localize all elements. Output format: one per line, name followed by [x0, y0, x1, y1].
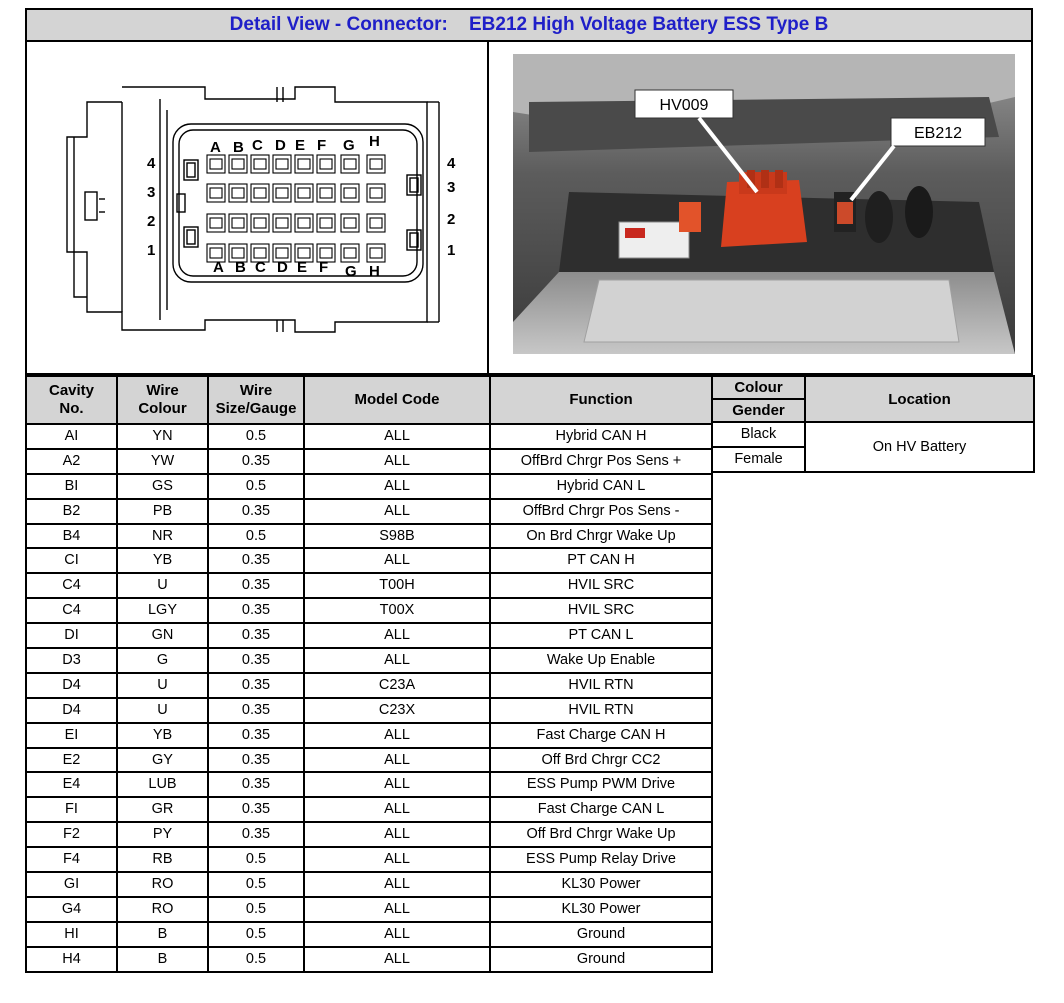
- function-cell: Off Brd Chrgr CC2: [490, 748, 712, 773]
- wire-size-cell: 0.35: [208, 499, 304, 524]
- table-row: [26, 772, 712, 797]
- wire-size-cell: 0.5: [208, 872, 304, 897]
- header-location: Location: [805, 376, 1034, 422]
- cavity-cell: D3: [26, 648, 117, 673]
- wire-size-cell: 0.35: [208, 822, 304, 847]
- wire-size-cell: 0.35: [208, 748, 304, 773]
- cavity-socket-inner: [298, 159, 310, 169]
- row-label-3: 3: [147, 184, 156, 201]
- col-label-bottom-d: D: [277, 259, 288, 276]
- function-cell: HVIL SRC: [490, 573, 712, 598]
- function-cell: Ground: [490, 922, 712, 947]
- table-row: [26, 748, 712, 773]
- wire-colour-cell: LUB: [117, 772, 208, 797]
- wire-size-cell: 0.5: [208, 947, 304, 972]
- cavity-socket-inner: [254, 218, 266, 228]
- cavity-socket-inner: [276, 188, 288, 198]
- cavity-socket-inner: [320, 159, 332, 169]
- cavity-cell: G4: [26, 897, 117, 922]
- row-label-1-right: 1: [447, 242, 456, 259]
- connector-photo-panel: [487, 42, 1033, 375]
- wire-colour-cell: RB: [117, 847, 208, 872]
- callout-hv009: HV009: [659, 97, 709, 114]
- cavity-socket-inner: [276, 248, 288, 258]
- model-code-cell: ALL: [304, 424, 490, 449]
- col-label-top-g: G: [343, 137, 355, 154]
- function-cell: KL30 Power: [490, 872, 712, 897]
- function-cell: Ground: [490, 947, 712, 972]
- cavity-socket-inner: [254, 159, 266, 169]
- function-cell: HVIL RTN: [490, 698, 712, 723]
- wire-colour-cell: NR: [117, 524, 208, 549]
- table-row: [26, 822, 712, 847]
- cavity-socket-inner: [344, 248, 356, 258]
- cavity-cell: AI: [26, 424, 117, 449]
- wire-size-cell: 0.35: [208, 673, 304, 698]
- cavity-cell: FI: [26, 797, 117, 822]
- wire-colour-cell: GN: [117, 623, 208, 648]
- function-cell: Off Brd Chrgr Wake Up: [490, 822, 712, 847]
- wire-size-cell: 0.35: [208, 772, 304, 797]
- wire-colour-cell: U: [117, 673, 208, 698]
- cavity-socket-inner: [254, 188, 266, 198]
- row-label-4: 4: [147, 155, 156, 172]
- model-code-cell: ALL: [304, 822, 490, 847]
- function-cell: ESS Pump Relay Drive: [490, 847, 712, 872]
- function-cell: KL30 Power: [490, 897, 712, 922]
- cavity-socket-inner: [370, 218, 382, 228]
- wire-colour-cell: U: [117, 698, 208, 723]
- model-code-cell: ALL: [304, 548, 490, 573]
- cavity-socket-inner: [344, 159, 356, 169]
- cavity-cell: H4: [26, 947, 117, 972]
- cavity-cell: DI: [26, 623, 117, 648]
- cavity-cell: B2: [26, 499, 117, 524]
- wire-size-cell: 0.35: [208, 698, 304, 723]
- cavity-cell: HI: [26, 922, 117, 947]
- wire-size-cell: 0.5: [208, 922, 304, 947]
- function-cell: HVIL SRC: [490, 598, 712, 623]
- title-connector: EB212 High Voltage Battery ESS Type B: [468, 14, 829, 35]
- table-row: [26, 698, 712, 723]
- model-code-cell: C23A: [304, 673, 490, 698]
- table-row: [26, 548, 712, 573]
- col-label-bottom-b: B: [235, 259, 246, 276]
- cavity-cell: BI: [26, 474, 117, 499]
- wire-colour-cell: PB: [117, 499, 208, 524]
- wire-size-cell: 0.35: [208, 548, 304, 573]
- model-code-cell: ALL: [304, 897, 490, 922]
- table-row: [26, 897, 712, 922]
- cavity-socket-inner: [320, 248, 332, 258]
- header-model-code: Model Code: [304, 376, 490, 424]
- model-code-cell: ALL: [304, 947, 490, 972]
- model-code-cell: S98B: [304, 524, 490, 549]
- cavity-cell: E2: [26, 748, 117, 773]
- pinout-table: [25, 375, 713, 973]
- table-row: [26, 573, 712, 598]
- callout-eb212: EB212: [913, 125, 963, 142]
- cavity-socket-inner: [276, 159, 288, 169]
- cavity-socket-inner: [298, 188, 310, 198]
- table-row: [26, 474, 712, 499]
- wire-colour-cell: G: [117, 648, 208, 673]
- function-cell: HVIL RTN: [490, 673, 712, 698]
- wire-size-cell: 0.35: [208, 648, 304, 673]
- model-code-cell: ALL: [304, 872, 490, 897]
- header-wire-colour: Wire Colour: [117, 376, 208, 424]
- col-label-bottom-e: E: [297, 259, 308, 276]
- wire-colour-cell: YW: [117, 449, 208, 474]
- row-label-2: 2: [147, 213, 156, 230]
- cavity-cell: A2: [26, 449, 117, 474]
- model-code-cell: ALL: [304, 772, 490, 797]
- col-label-top-d: D: [275, 137, 286, 154]
- model-code-cell: ALL: [304, 474, 490, 499]
- connector-gender: Female: [712, 447, 805, 472]
- col-label-top-b: B: [233, 139, 244, 156]
- cavity-cell: E4: [26, 772, 117, 797]
- model-code-cell: T00X: [304, 598, 490, 623]
- cavity-socket-inner: [210, 248, 222, 258]
- cavity-cell: F2: [26, 822, 117, 847]
- cavity-socket-inner: [370, 188, 382, 198]
- wire-colour-cell: B: [117, 922, 208, 947]
- function-cell: PT CAN H: [490, 548, 712, 573]
- cavity-socket-inner: [232, 188, 244, 198]
- cavity-cell: B4: [26, 524, 117, 549]
- wire-size-cell: 0.35: [208, 623, 304, 648]
- wire-colour-cell: GR: [117, 797, 208, 822]
- col-label-bottom-c: C: [255, 259, 266, 276]
- col-label-top-h: H: [369, 133, 380, 150]
- function-cell: ESS Pump PWM Drive: [490, 772, 712, 797]
- model-code-cell: ALL: [304, 623, 490, 648]
- function-cell: OffBrd Chrgr Pos Sens -: [490, 499, 712, 524]
- cavity-socket-inner: [298, 248, 310, 258]
- cavity-socket-inner: [370, 159, 382, 169]
- col-label-bottom-g: G: [345, 263, 357, 280]
- wire-size-cell: 0.5: [208, 474, 304, 499]
- table-row: [26, 723, 712, 748]
- cavity-socket-inner: [210, 159, 222, 169]
- function-cell: Hybrid CAN L: [490, 474, 712, 499]
- connector-location-photo: [489, 42, 1035, 375]
- wire-size-cell: 0.5: [208, 847, 304, 872]
- wire-colour-cell: LGY: [117, 598, 208, 623]
- function-cell: PT CAN L: [490, 623, 712, 648]
- table-row: [26, 524, 712, 549]
- page-title: [25, 8, 1033, 42]
- function-cell: Fast Charge CAN H: [490, 723, 712, 748]
- wire-size-cell: 0.35: [208, 449, 304, 474]
- wire-colour-cell: YB: [117, 723, 208, 748]
- table-row: [26, 872, 712, 897]
- wire-size-cell: 0.5: [208, 524, 304, 549]
- col-label-top-c: C: [252, 137, 263, 154]
- connector-diagram-panel: [25, 42, 489, 375]
- wire-size-cell: 0.5: [208, 897, 304, 922]
- model-code-cell: ALL: [304, 797, 490, 822]
- model-code-cell: ALL: [304, 922, 490, 947]
- cavity-cell: D4: [26, 698, 117, 723]
- function-cell: Fast Charge CAN L: [490, 797, 712, 822]
- connector-colour: Black: [712, 422, 805, 447]
- wire-colour-cell: PY: [117, 822, 208, 847]
- function-cell: On Brd Chrgr Wake Up: [490, 524, 712, 549]
- title-prefix: Detail View - Connector:: [229, 14, 448, 35]
- wire-size-cell: 0.5: [208, 424, 304, 449]
- wire-colour-cell: GY: [117, 748, 208, 773]
- cavity-socket-inner: [232, 159, 244, 169]
- col-label-top-a: A: [210, 139, 221, 156]
- cavity-socket-inner: [254, 248, 266, 258]
- cavity-socket-inner: [370, 248, 382, 258]
- cavity-socket-inner: [320, 218, 332, 228]
- cavity-cell: C4: [26, 598, 117, 623]
- col-label-top-e: E: [295, 137, 306, 154]
- row-label-4-right: 4: [447, 155, 456, 172]
- wire-size-cell: 0.35: [208, 598, 304, 623]
- wire-colour-cell: RO: [117, 872, 208, 897]
- model-code-cell: ALL: [304, 748, 490, 773]
- table-row: [26, 424, 712, 449]
- connector-info-table: [711, 375, 1035, 473]
- cavity-socket-inner: [276, 218, 288, 228]
- cavity-socket-inner: [232, 218, 244, 228]
- cavity-cell: EI: [26, 723, 117, 748]
- wire-size-cell: 0.35: [208, 797, 304, 822]
- row-label-1: 1: [147, 242, 156, 259]
- cavity-cell: F4: [26, 847, 117, 872]
- function-cell: Hybrid CAN H: [490, 424, 712, 449]
- table-row: [26, 623, 712, 648]
- header-function: Function: [490, 376, 712, 424]
- header-gender: Gender: [712, 399, 805, 422]
- table-row: [26, 947, 712, 972]
- function-cell: OffBrd Chrgr Pos Sens +: [490, 449, 712, 474]
- cavity-cell: D4: [26, 673, 117, 698]
- wire-colour-cell: B: [117, 947, 208, 972]
- table-row: [26, 499, 712, 524]
- wire-colour-cell: GS: [117, 474, 208, 499]
- header-colour: Colour: [712, 376, 805, 399]
- cavity-socket-inner: [232, 248, 244, 258]
- table-row: [26, 648, 712, 673]
- cavity-socket-inner: [298, 218, 310, 228]
- cavity-socket-inner: [210, 188, 222, 198]
- model-code-cell: T00H: [304, 573, 490, 598]
- wire-colour-cell: RO: [117, 897, 208, 922]
- table-header-row: [26, 376, 712, 424]
- wire-colour-cell: YB: [117, 548, 208, 573]
- cavity-socket-inner: [344, 218, 356, 228]
- connector-location: On HV Battery: [805, 422, 1034, 472]
- model-code-cell: ALL: [304, 723, 490, 748]
- row-label-3-right: 3: [447, 179, 456, 196]
- col-label-bottom-h: H: [369, 263, 380, 280]
- table-row: [26, 797, 712, 822]
- cavity-cell: CI: [26, 548, 117, 573]
- header-cavity: Cavity No.: [26, 376, 117, 424]
- model-code-cell: C23X: [304, 698, 490, 723]
- cavity-socket-inner: [320, 188, 332, 198]
- wire-colour-cell: U: [117, 573, 208, 598]
- model-code-cell: ALL: [304, 449, 490, 474]
- model-code-cell: ALL: [304, 847, 490, 872]
- cavity-cell: GI: [26, 872, 117, 897]
- table-row: [26, 847, 712, 872]
- table-row: [26, 922, 712, 947]
- model-code-cell: ALL: [304, 499, 490, 524]
- model-code-cell: ALL: [304, 648, 490, 673]
- function-cell: Wake Up Enable: [490, 648, 712, 673]
- wire-size-cell: 0.35: [208, 723, 304, 748]
- col-label-bottom-f: F: [319, 259, 329, 276]
- cavity-socket-inner: [344, 188, 356, 198]
- col-label-top-f: F: [317, 137, 327, 154]
- header-wire-size: Wire Size/Gauge: [208, 376, 304, 424]
- col-label-bottom-a: A: [213, 259, 224, 276]
- wire-colour-cell: YN: [117, 424, 208, 449]
- cavity-cell: C4: [26, 573, 117, 598]
- wire-size-cell: 0.35: [208, 573, 304, 598]
- cavity-socket-inner: [210, 218, 222, 228]
- row-label-2-right: 2: [447, 211, 456, 228]
- table-row: [26, 449, 712, 474]
- connector-face-diagram: [27, 42, 491, 375]
- table-row: [26, 598, 712, 623]
- table-row: [26, 673, 712, 698]
